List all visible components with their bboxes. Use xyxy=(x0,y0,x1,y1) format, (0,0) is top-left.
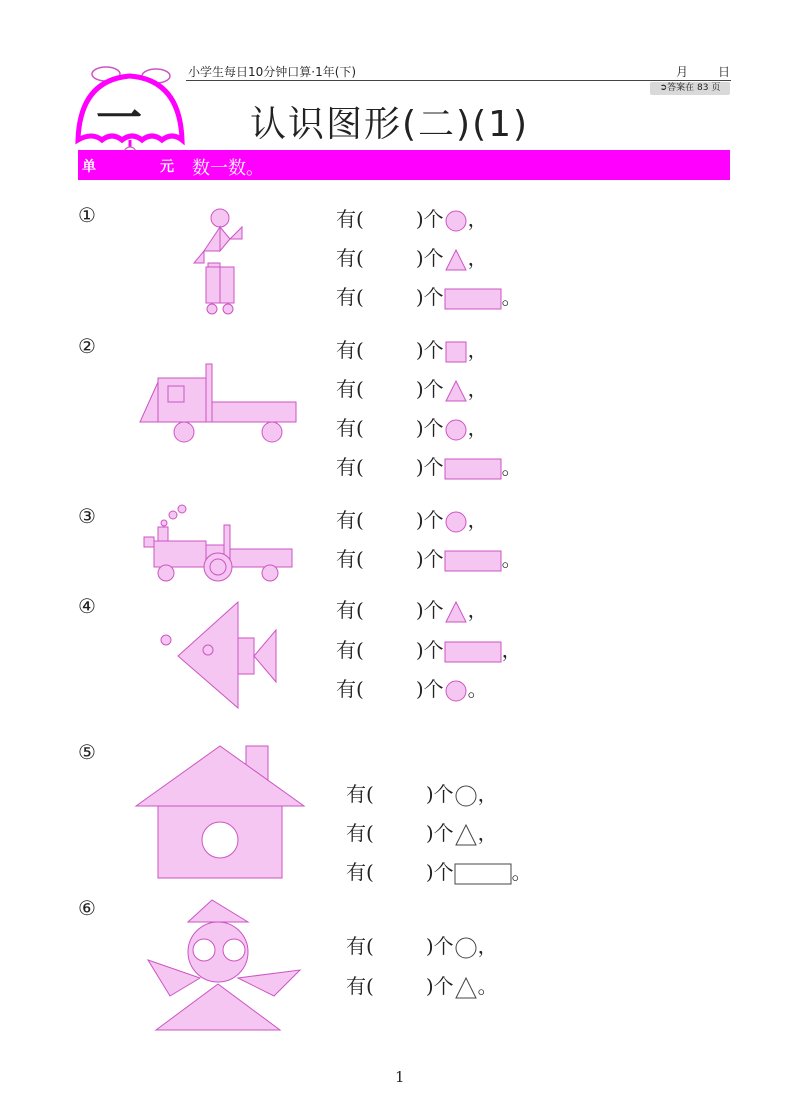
instruction-bar xyxy=(186,150,730,180)
answer-punctuation: ， xyxy=(467,508,488,532)
answer-line xyxy=(336,543,522,573)
answer-suffix: )个 xyxy=(425,821,454,845)
answer-punctuation: ， xyxy=(467,246,488,270)
circle-shape-icon xyxy=(444,209,468,233)
answer-suffix: )个 xyxy=(425,782,454,806)
question-number: ④ xyxy=(78,594,96,618)
figure-fish xyxy=(156,600,280,710)
circle-shape-icon xyxy=(454,784,478,808)
answer-reference: ➲答案在 83 页 xyxy=(650,82,730,95)
answer-prefix: 有( xyxy=(346,974,374,998)
answer-line xyxy=(336,242,488,272)
answer-line xyxy=(346,970,498,1000)
answer-suffix: )个 xyxy=(415,338,444,362)
answer-prefix: 有( xyxy=(336,598,364,622)
answer-punctuation: 。 xyxy=(511,860,532,884)
figure-truck xyxy=(138,362,300,448)
answer-punctuation: ， xyxy=(501,638,522,662)
answer-punctuation: ， xyxy=(467,377,488,401)
instruction-text: 数一数。 xyxy=(192,158,264,179)
answer-suffix: )个 xyxy=(415,677,444,701)
answer-punctuation: ， xyxy=(467,207,488,231)
answer-suffix: )个 xyxy=(415,207,444,231)
answer-suffix: )个 xyxy=(425,860,454,884)
page-number: 1 xyxy=(395,1068,405,1086)
header-rule xyxy=(186,80,731,81)
rectangle-shape-icon xyxy=(454,862,512,886)
answer-line xyxy=(346,778,498,808)
answer-prefix: 有( xyxy=(346,782,374,806)
answer-prefix: 有( xyxy=(346,934,374,958)
triangle-shape-icon xyxy=(444,600,468,624)
answer-punctuation: ， xyxy=(477,782,498,806)
rectangle-shape-icon xyxy=(444,549,502,573)
figure-train xyxy=(140,503,296,587)
answer-prefix: 有( xyxy=(336,677,364,701)
answer-prefix: 有( xyxy=(336,285,364,309)
figure-person xyxy=(190,205,250,317)
answer-prefix: 有( xyxy=(336,547,364,571)
answer-punctuation: 。 xyxy=(501,547,522,571)
answer-suffix: )个 xyxy=(415,377,444,401)
answer-line xyxy=(336,281,522,311)
answer-punctuation: 。 xyxy=(467,677,488,701)
answer-prefix: 有( xyxy=(336,207,364,231)
circle-shape-icon xyxy=(444,679,468,703)
triangle-shape-icon xyxy=(454,976,478,1000)
question-number: ③ xyxy=(78,504,96,528)
unit-label-right: 元 xyxy=(160,159,174,175)
answer-line xyxy=(336,373,488,403)
answer-suffix: )个 xyxy=(415,508,444,532)
question-number: ⑤ xyxy=(78,740,96,764)
question-number: ① xyxy=(78,203,96,227)
unit-number: 一 xyxy=(96,91,142,145)
question-number: ⑥ xyxy=(78,896,96,920)
answer-prefix: 有( xyxy=(336,508,364,532)
answer-punctuation: ， xyxy=(477,821,498,845)
answer-suffix: )个 xyxy=(425,934,454,958)
answer-line xyxy=(346,856,532,886)
triangle-shape-icon xyxy=(444,379,468,403)
answer-punctuation: ， xyxy=(477,934,498,958)
figure-face xyxy=(146,898,306,1034)
triangle-shape-icon xyxy=(454,823,478,847)
answer-suffix: )个 xyxy=(415,285,444,309)
answer-prefix: 有( xyxy=(336,416,364,440)
month-label: 月 xyxy=(676,65,689,79)
answer-prefix: 有( xyxy=(346,860,374,884)
answer-prefix: 有( xyxy=(336,377,364,401)
answer-line xyxy=(336,412,488,442)
answer-line xyxy=(336,634,522,664)
answer-punctuation: ， xyxy=(467,338,488,362)
answer-prefix: 有( xyxy=(336,638,364,662)
rectangle-shape-icon xyxy=(444,457,502,481)
answer-line xyxy=(336,334,488,364)
figure-house xyxy=(136,744,306,880)
answer-prefix: 有( xyxy=(336,246,364,270)
page-title: 认识图形(二)(1) xyxy=(250,104,530,145)
answer-line xyxy=(336,504,488,534)
answer-punctuation: 。 xyxy=(477,974,498,998)
square-shape-icon xyxy=(444,340,468,364)
answer-suffix: )个 xyxy=(415,416,444,440)
answer-line xyxy=(346,930,498,960)
series-title: 小学生每日10分钟口算·1年(下) xyxy=(188,65,357,79)
answer-suffix: )个 xyxy=(415,598,444,622)
circle-shape-icon xyxy=(454,936,478,960)
unit-label-left: 单 xyxy=(82,159,96,175)
answer-suffix: )个 xyxy=(415,547,444,571)
answer-line xyxy=(346,817,498,847)
answer-punctuation: ， xyxy=(467,416,488,440)
answer-line xyxy=(336,203,488,233)
answer-line xyxy=(336,451,522,481)
circle-shape-icon xyxy=(444,510,468,534)
answer-line xyxy=(336,594,488,624)
answer-suffix: )个 xyxy=(425,974,454,998)
answer-punctuation: 。 xyxy=(501,285,522,309)
answer-suffix: )个 xyxy=(415,638,444,662)
answer-line xyxy=(336,673,488,703)
rectangle-shape-icon xyxy=(444,287,502,311)
answer-suffix: )个 xyxy=(415,455,444,479)
question-number: ② xyxy=(78,334,96,358)
answer-punctuation: ， xyxy=(467,598,488,622)
answer-suffix: )个 xyxy=(415,246,444,270)
answer-punctuation: 。 xyxy=(501,455,522,479)
rectangle-shape-icon xyxy=(444,640,502,664)
answer-prefix: 有( xyxy=(346,821,374,845)
day-label: 日 xyxy=(718,65,731,79)
answer-prefix: 有( xyxy=(336,455,364,479)
answer-prefix: 有( xyxy=(336,338,364,362)
triangle-shape-icon xyxy=(444,248,468,272)
circle-shape-icon xyxy=(444,418,468,442)
